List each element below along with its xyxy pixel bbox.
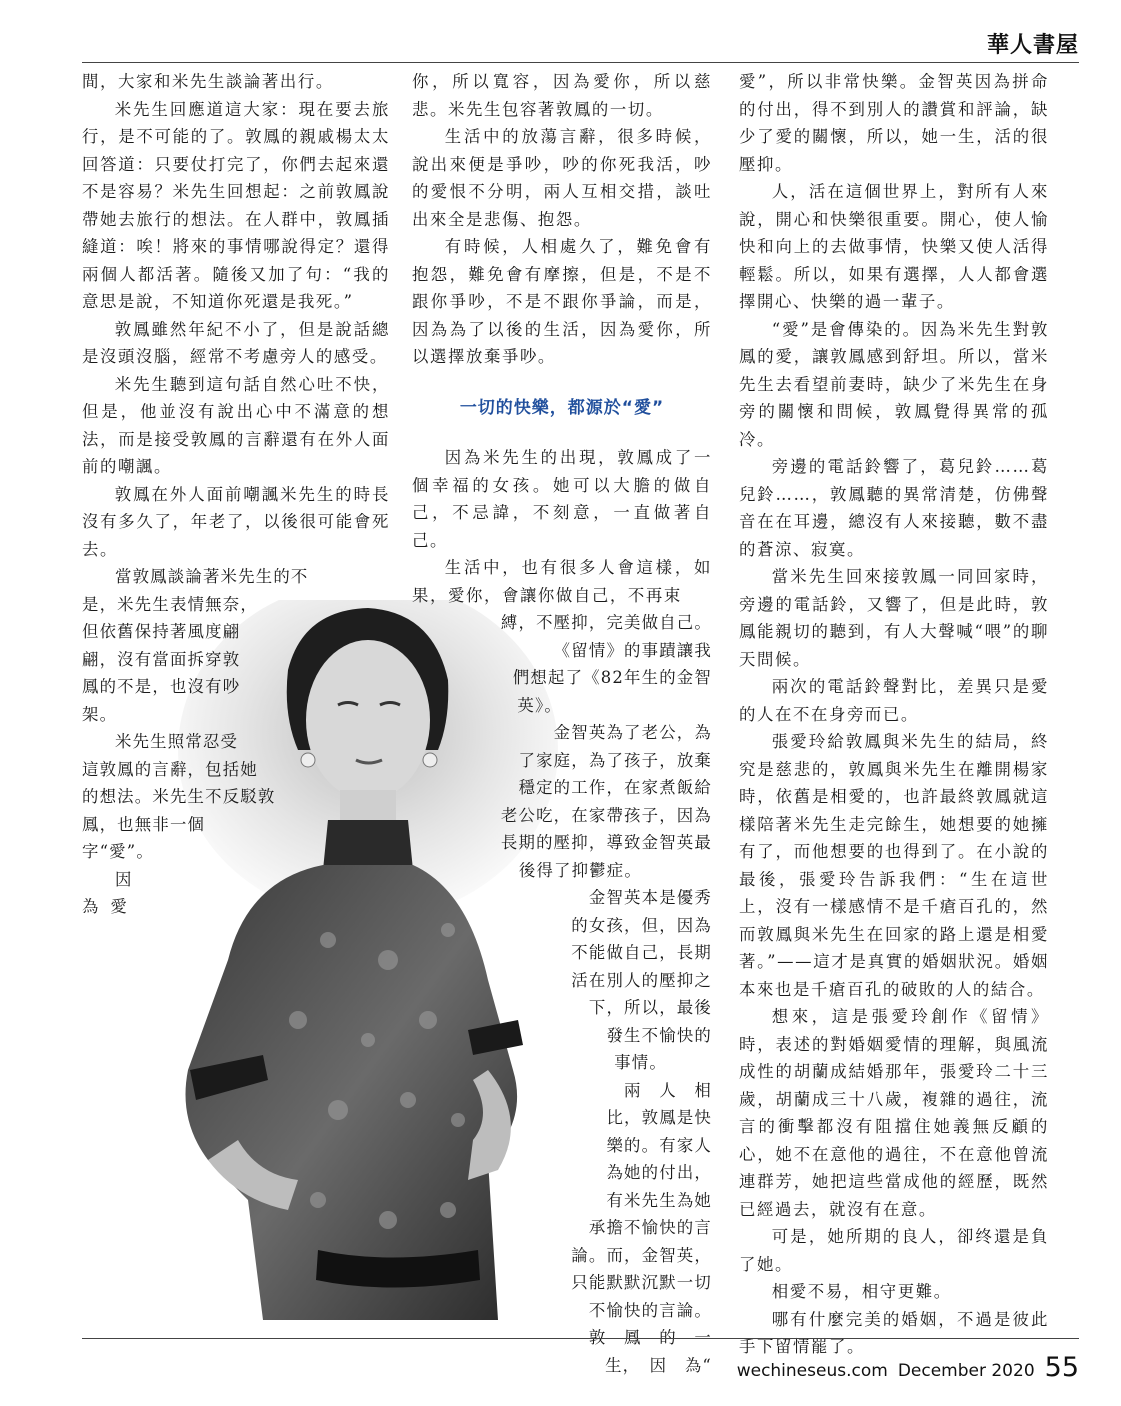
text-column-1 bbox=[82, 68, 390, 921]
text-line: 英》。 bbox=[517, 695, 562, 715]
page-footer bbox=[737, 1352, 1079, 1383]
paragraph: 敦鳳在外人面前嘲諷米先生的時長沒有多久了，年老了，以後很可能會死去。 bbox=[82, 484, 390, 559]
text-line: 金智英本是優秀 bbox=[588, 888, 712, 907]
wrapped-paragraph bbox=[412, 609, 712, 1379]
site-url: wechineseus.com bbox=[736, 1361, 888, 1381]
text-line: 老公吃，在家帶孩子，因為 bbox=[500, 805, 712, 825]
text-line: 論。而，金智英， bbox=[571, 1245, 712, 1265]
text-line: 縛，不壓抑，完美做自己。 bbox=[500, 613, 712, 632]
paragraph: 兩次的電話鈴聲對比，差異只是愛的人在不在身旁而已。 bbox=[739, 677, 1049, 724]
paragraph: 當米先生回來接敦鳳一同回家時，旁邊的電話鈴，又響了，但是此時，敦鳳能親切的聽到，有人大聲喊“喂”的聊天問候。 bbox=[739, 567, 1049, 669]
paragraph: 相愛不易，相守更難。 bbox=[771, 1282, 952, 1301]
text-line: 架。 bbox=[82, 704, 118, 724]
text-line: 《留情》的事蹟讓我 bbox=[553, 640, 712, 660]
text-line: 只能默默沉默一切 bbox=[571, 1273, 712, 1292]
text-line: 生， 因 為“ bbox=[605, 1355, 712, 1375]
text-line: 穩定的工作，在家煮飯給 bbox=[518, 778, 712, 797]
paragraph: 間，大家和米先生談論著出行。 bbox=[82, 72, 334, 91]
paragraph: 因為米先生的出現，敦鳳成了一個幸福的女孩。她可以大膽的做自己，不忌諱，不刻意，一直做著自己。 bbox=[412, 448, 712, 550]
text-line: 鳳，也無非一個 bbox=[82, 814, 206, 834]
text-line: 有米先生為她 bbox=[606, 1190, 712, 1210]
text-line: 發生不愉快的 bbox=[606, 1025, 712, 1045]
text-line: 為她的付出， bbox=[606, 1163, 712, 1182]
text-column-2 bbox=[412, 68, 712, 1379]
paragraph: 想來，這是張愛玲創作《留情》時，表述的對婚姻愛情的理解，與風流成性的胡蘭成結婚那年，張愛玲二十三歲，胡蘭成三十八歲，複雜的過往，流言的衝擊都沒有阻擋住她義無反顧的心，她不在意他的過往，不在意他曾流連群芳，她把這些當成他的經歷，既然已經過去，就沒有在意。 bbox=[739, 1007, 1049, 1219]
paragraph: 生活中的放蕩言辭，很多時候，說出來便是爭吵，吵的你死我活，吵的愛恨不分明，兩人互相交措，談吐出來全是悲傷、抱怨。 bbox=[412, 127, 712, 229]
paragraph: 旁邊的電話鈴響了，葛兒鈴……葛兒鈴……，敦鳳聽的異常清楚，仿佛聲音在在耳邊，總沒有人來接聽，數不盡的蒼涼、寂寞。 bbox=[739, 457, 1049, 559]
page-number: 55 bbox=[1044, 1352, 1079, 1383]
paragraph: 米先生回應道這大家：現在要去旅行，是不可能的了。敦鳳的親戚楊太太回答道：只要仗打完了，你們去起來還不是容易？米先生回想起：之前敦鳳說帶她去旅行的想法。在人群中，敦鳳插縫道：唉！將來的事情哪說得定？還得兩個人都活著。隨後又加了句：“我的意思是說，不知道你死還是我死。” bbox=[82, 99, 390, 311]
text-line: 但依舊保持著風度翩 bbox=[82, 622, 241, 641]
text-line: 樂的。有家人 bbox=[606, 1135, 712, 1155]
text-line: 這敦鳳的言辭，包括她 bbox=[82, 759, 258, 779]
text-line: 為愛 bbox=[82, 897, 139, 916]
header-divider bbox=[82, 62, 1079, 63]
text-line: 因 bbox=[115, 869, 133, 889]
text-line: 敦 鳳 的 一 bbox=[588, 1328, 712, 1347]
paragraph: 可是，她所期的良人，卻终還是負了她。 bbox=[739, 1227, 1049, 1274]
text-line: 鳳的不是，也沒有吵 bbox=[82, 677, 241, 696]
paragraph: 人，活在這個世界上，對所有人來說，開心和快樂很重要。開心，使人愉快和向上的去做事情，快樂又使人活得輕鬆。所以，如果有選擇，人人都會選擇開心、快樂的過一輩子。 bbox=[739, 182, 1049, 311]
text-line: 翩，沒有當面拆穿敦 bbox=[82, 649, 241, 669]
text-line: 字“愛”。 bbox=[82, 842, 154, 861]
text-line: 是，米先生表情無奈， bbox=[82, 594, 258, 614]
paragraph: 有時候，人相處久了，難免會有抱怨，難免會有摩擦，但是，不是不跟你爭吵，不是不跟你爭論，而是，因為為了以後的生活，因為愛你，所以選擇放棄爭吵。 bbox=[412, 237, 712, 366]
section-label: 華人書屋 bbox=[986, 32, 1079, 58]
footer-divider bbox=[82, 1338, 1079, 1339]
text-line: 金智英為了老公，為 bbox=[553, 723, 712, 742]
wrapped-paragraph bbox=[82, 563, 390, 728]
paragraph: 哪有什麼完美的婚姻，不過是彼此手下留情罷了。 bbox=[739, 1309, 1049, 1356]
text-line: 的想法。米先生不反駁敦 bbox=[82, 787, 276, 806]
text-line: 米先生照常忍受 bbox=[115, 732, 239, 751]
text-line: 不愉快的言論。 bbox=[588, 1300, 712, 1320]
paragraph: 生活中，也有很多人會這樣，如果，愛你，會讓你做自己，不再束 bbox=[412, 558, 712, 605]
issue-date: December 2020 bbox=[897, 1361, 1035, 1381]
text-line: 事情。 bbox=[614, 1053, 667, 1072]
text-line: 了家庭，為了孩子，放棄 bbox=[518, 750, 712, 770]
text-line: 兩 人 相 bbox=[624, 1080, 712, 1100]
text-line: 下，所以，最後 bbox=[588, 998, 712, 1017]
paragraph: 米先生聽到這句話自然心吐不快，但是，他並沒有說出心中不滿意的想法，而是接受敦鳳的言辭還有在外人面前的嘲諷。 bbox=[82, 374, 390, 476]
text-line: 們想起了《82年生的金智 bbox=[512, 668, 712, 687]
text-line: 活在別人的壓抑之 bbox=[571, 970, 712, 990]
paragraph: 愛”，所以非常快樂。金智英因為拼命的付出，得不到別人的讚賞和評論，缺少了愛的關懷，所以，她一生，活的很壓抑。 bbox=[739, 72, 1049, 174]
text-line: 長期的壓抑，導致金智英最 bbox=[500, 833, 712, 852]
text-line: 後得了抑鬱症。 bbox=[518, 860, 642, 880]
paragraph: 敦鳳雖然年紀不小了，但是說話總是沒頭沒腦，經常不考慮旁人的感受。 bbox=[82, 319, 390, 366]
section-heading: 一切的快樂，都源於“愛” bbox=[459, 397, 665, 418]
text-line: 承擔不愉快的言 bbox=[588, 1218, 712, 1237]
paragraph: 你，所以寬容，因為愛你，所以慈悲。米先生包容著敦鳳的一切。 bbox=[412, 72, 712, 119]
text-line: 比，敦鳳是快 bbox=[606, 1108, 712, 1127]
text-line: 當敦鳳談論著米先生的不 bbox=[115, 567, 309, 586]
paragraph: 張愛玲給敦鳳與米先生的結局，終究是慈悲的，敦鳳與米先生在離開楊家時，依舊是相愛的，也許最終敦鳳就這樣陪著米先生走完餘生，她想要的她擁有了，而他想要的也得到了。在小說的最後，張愛玲告訴我們：“生在這世上，沒有一樣感情不是千瘡百孔的，然而敦鳳與米先生在回家的路上還是相愛著。”——這才是真實的婚姻狀況。婚姻本來也是千瘡百孔的破敗的人的結合。 bbox=[739, 732, 1049, 999]
wrapped-paragraph bbox=[82, 728, 390, 921]
paragraph: “愛”是會傳染的。因為米先生對敦鳳的愛，讓敦鳳感到舒坦。所以，當米先生去看望前妻時，缺少了米先生在身旁的關懷和問候，敦鳳覺得異常的孤冷。 bbox=[739, 319, 1049, 449]
text-column-3 bbox=[739, 68, 1049, 1361]
text-line: 的女孩，但，因為 bbox=[571, 915, 712, 935]
text-line: 不能做自己，長期 bbox=[571, 943, 712, 962]
